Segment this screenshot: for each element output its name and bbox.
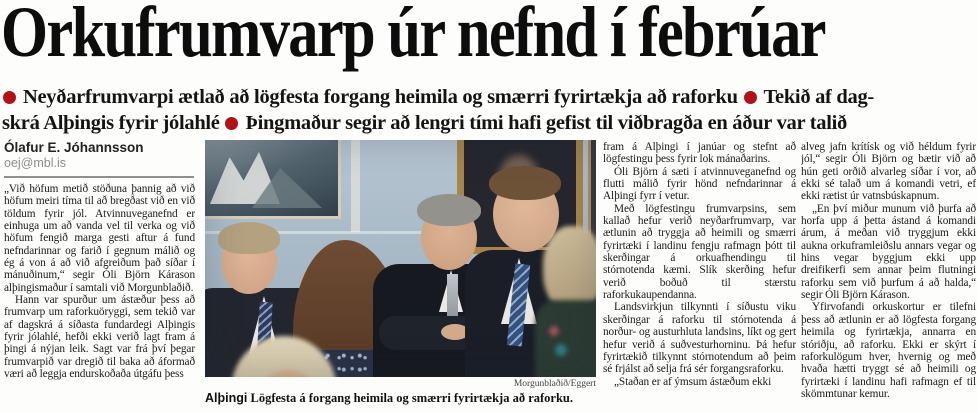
body-paragraph: fram á Alþingi í janúar og stefnt að lögfestingu þess fyrir lok mánaðarins.	[603, 141, 796, 166]
body-column-1	[4, 183, 195, 411]
red-bullet-icon	[744, 91, 757, 104]
body-column-2	[603, 141, 796, 411]
deck	[2, 85, 978, 136]
body-paragraph: Með lögfestingu frumvarpsins, sem kallað hefur verið neyðarfrumvarp, var ætlunin að tryggja að heimili og smærri fyrirtæki í landinu fengju rafmagn þótt til skerðingar á orkuafhendingu til stórnotenda kæmi. Slík skerðing hefur verið boðuð til stærstu raforkukaupendanna.	[603, 202, 796, 302]
body-paragraph: „Við höfum metið stöðuna þannig að við höfum meiri tíma til að bregðast við en við töldum fyrir jól. Atvinnuveganefnd er einhuga um að vanda vel til verka og við höfum fengið marga gesti aftur á fund nefndarinnar og farið í gegnum málið og ég á von á að við afgreiðum það síðar í mánuðinum,“ segir Óli Björn Kárason alþingismaður í samtali við Morgunblaðið.	[4, 183, 195, 294]
body-paragraph: Yfirvofandi orkuskortur er tilefni þess að ætlunin er að lögfesta forgang heimila og fyrirtækja, annarra en stóriðju, að raforku. Ekki er skýrt í raforkulögum hver, hvernig og með hvaða hætti tryggt sé að heimili og fyrirtæki í landinu hafi rafmagn ef til skömmtunar kemur.	[801, 301, 976, 400]
caption-label: Alþingi	[205, 391, 248, 405]
red-bullet-icon	[3, 91, 16, 104]
deck-line	[2, 85, 978, 111]
body-paragraph: „En því miður munum við þurfa að horfa upp á þetta ástand á komandi árum, á meðan við tryggjum ekki aukna orkuframleiðslu annars vegar og hins vegar byggjum ekki upp dreifikerfi sem annar þeim flutningi raforku sem við þurfum á að halda,“ segir Óli Björn Kárason.	[801, 202, 976, 302]
photo-caption	[205, 391, 625, 406]
body-paragraph: alveg jafn krítísk og við héldum fyrir jól,“ segir Óli Björn og bætir við að hún geti orðið alvarleg síðar í vor, að ekki sé talað um á komandi vetri, ef ekki rætist úr vatnsbúskapnum.	[801, 141, 976, 203]
byline	[4, 140, 194, 178]
author-email: oej@mbl.is	[4, 156, 67, 170]
photo-block	[205, 140, 596, 406]
photo-vignette	[205, 140, 596, 377]
photo-credit: Morgunblaðið/Eggert	[513, 379, 596, 389]
body-paragraph: Óli Björn á sæti í atvinnuveganefnd og flutti málið fyrir hönd nefndarinnar á Alþingi fyrr í vetur.	[603, 165, 796, 203]
article-photo	[205, 140, 596, 377]
headline: Orkufrumvarp úr nefnd í febrúar	[1, 0, 825, 72]
caption-text: Lögfesta á forgang heimila og smærri fyrirtækja að raforku.	[250, 391, 574, 405]
author-name: Ólafur E. Jóhannsson	[4, 140, 144, 155]
byline-rule	[4, 176, 194, 178]
deck-text: skrá Alþingis fyrir jólahlé	[2, 111, 225, 134]
body-paragraph: Hann var spurður um ástæður þess að frumvarp um raforkuöryggi, sem tekið var af dagskrá á síðasta fundardegi Alþingis fyrir jólahlé, hefði ekki verið lagt fram á þingi á nýjan leik. Sagt var frá því þegar frumvarpið var dregið til baka að áformað væri að leggja endurskoðaða útgáfu þess	[4, 294, 195, 381]
deck-text: Tekið af dag-	[763, 86, 874, 108]
body-column-3	[801, 141, 976, 411]
body-paragraph: „Staðan er af ýmsum ástæðum ekki	[614, 375, 772, 388]
body-paragraph: Landsvirkjun tilkynnti í síðustu viku skerðingar á raforku til stórnotenda á norður- og austurhluta landsins, líkt og gert hefur verið á suðvesturhorninu. Þá hefur fyrirtækið tilkynnt stórnotendum að þeim sé frjálst að selja frá sér forgangsraforku.	[603, 301, 796, 376]
deck-line	[2, 111, 978, 137]
deck-text: Þingmaður segir að lengri tími hafi gefist til viðbragða en áður var talið	[245, 111, 847, 134]
deck-text: Neyðarfrumvarpi ætlað að lögfesta forgang heimila og smærri fyrirtækja að raforku	[23, 86, 743, 108]
red-bullet-icon	[225, 117, 238, 130]
